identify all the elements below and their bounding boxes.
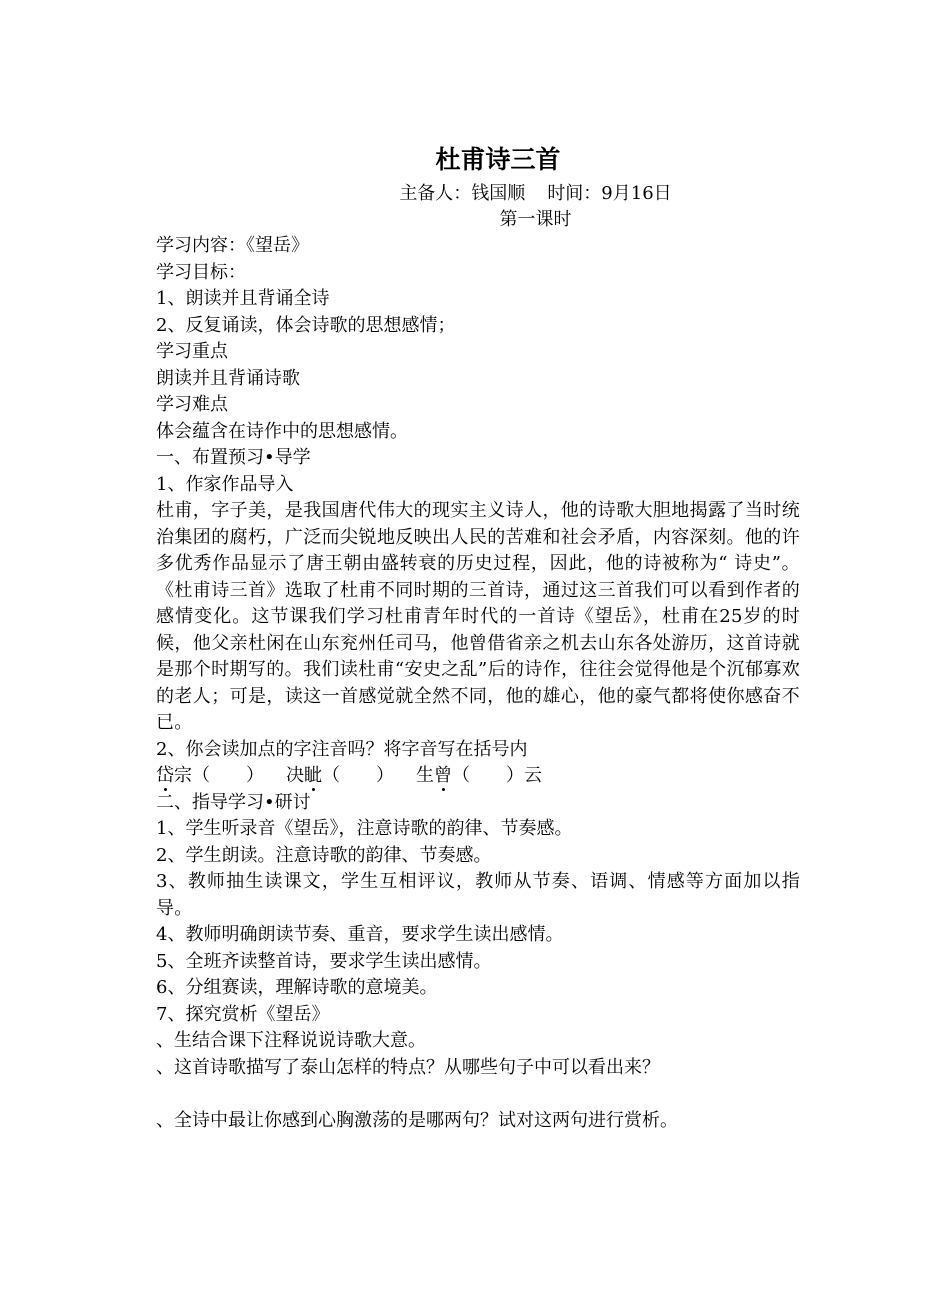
section-2-heading: 二、指导学习•研讨 <box>156 791 311 813</box>
section-1-sub-1: 1、作家作品导入 <box>156 473 294 495</box>
word-3-prefix: 生 <box>416 765 434 786</box>
time-text: 时间：9月16日 <box>547 183 672 204</box>
key-heading: 学习重点 <box>156 341 228 362</box>
step-item: 3、教师抽生读课文，学生互相评议，教师从节奏、语调、情感等方面加以指导。 <box>156 871 800 919</box>
section-1-sub-2: 2、你会读加点的字注音吗？将字音写在括号内 <box>156 738 528 760</box>
study-content: 学习内容：《望岳》 <box>156 235 309 256</box>
pinyin-blank-1: 宗（ ） <box>174 765 264 786</box>
question-2: 、这首诗歌描写了泰山怎样的特点？从哪些句子中可以看出来？ <box>156 1056 660 1078</box>
pinyin-exercise <box>156 763 800 790</box>
difficulty-heading: 学习难点 <box>156 394 228 415</box>
goal-2: 2、反复诵读，体会诗歌的思想感情； <box>156 314 456 336</box>
preparer-text: 主备人：钱国顺 <box>399 183 526 204</box>
step-item: 6、分组赛读，理解诗歌的意境美。 <box>156 977 438 998</box>
step-item: 4、教师明确朗读节奏、重音，要求学生读出感情。 <box>156 924 564 945</box>
section-1-heading: 一、布置预习•导学 <box>156 447 311 468</box>
pinyin-blank-2: （ ） <box>322 765 394 786</box>
answer-space <box>156 1081 800 1108</box>
step-item: 1、学生听录音《望岳》，注意诗歌的韵律、节奏感。 <box>156 818 573 839</box>
step-item: 7、探究赏析《望岳》 <box>156 1003 330 1025</box>
difficulty-text: 体会蕴含在诗作中的思想感情。 <box>156 420 408 442</box>
step-item: 2、学生朗读。注意诗歌的韵律、节奏感。 <box>156 844 492 866</box>
pinyin-blank-3: （ ）云 <box>452 765 542 786</box>
dotted-char-dai: 岱 <box>156 765 174 786</box>
goals-heading: 学习目标： <box>156 261 246 283</box>
document-title: 杜甫诗三首 <box>435 145 561 174</box>
document-page <box>156 140 800 1134</box>
step-item: 5、全班齐读整首诗，要求学生读出感情。 <box>156 950 492 972</box>
goal-1: 1、朗读并且背诵全诗 <box>156 288 330 309</box>
dotted-char-zi: 眦 <box>304 765 322 786</box>
document-meta <box>271 180 800 206</box>
word-2-prefix: 决 <box>286 765 304 786</box>
author-intro-paragraph: 杜甫，字子美，是我国唐代伟大的现实主义诗人，他的诗歌大胆地揭露了当时统治集团的腐朽，广泛而尖锐地反映出人民的苦难和社会矛盾，内容深刻。他的许多优秀作品显示了唐王朝由盛转衰的历史过程，因此，他的诗被称为“ 诗史”。《杜甫诗三首》选取了杜甫不同时期的三首诗，通过这三首我们可以看到作者的感情变化。这节课我们学习杜甫青年时代的一首诗《望岳》，杜甫在25岁的时候，他父亲杜闲在山东兖州任司马，他曾借省亲之机去山东各处游历，这首诗就是那个时期写的。我们读杜甫“安史之乱”后的诗作，往往会觉得他是个沉郁寡欢的老人；可是，读这一首感觉就全然不同，他的雄心，他的豪气都将使你感奋不已。 <box>156 500 800 733</box>
lesson-label: 第一课时 <box>499 209 572 230</box>
dotted-char-ceng: 曾 <box>434 765 452 786</box>
question-1: 、生结合课下注释说说诗歌大意。 <box>156 1030 426 1051</box>
question-3: 、全诗中最让你感到心胸激荡的是哪两句？试对这两句进行赏析。 <box>156 1109 678 1131</box>
key-text: 朗读并且背诵诗歌 <box>156 367 300 389</box>
